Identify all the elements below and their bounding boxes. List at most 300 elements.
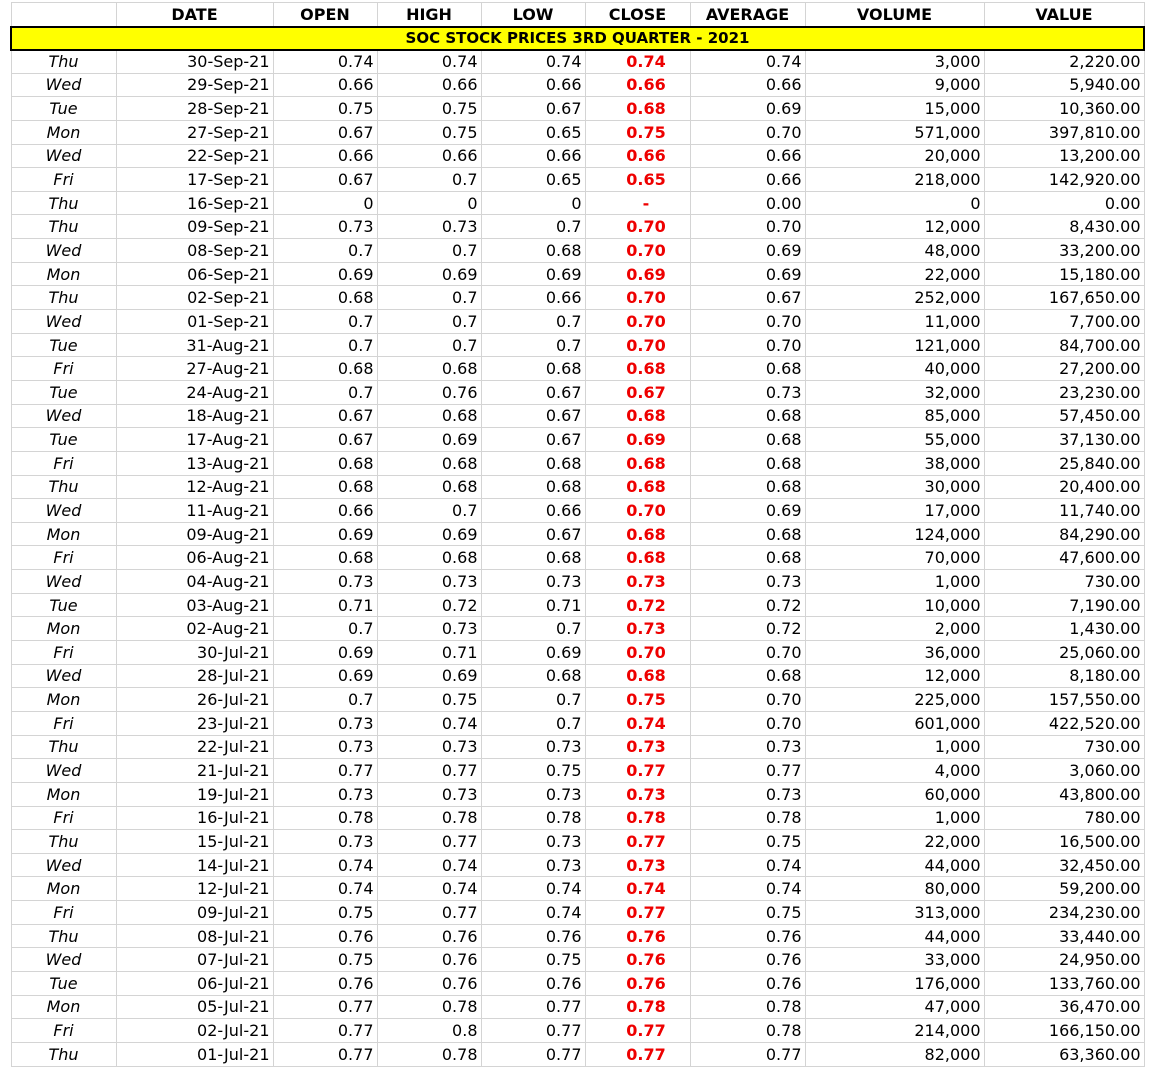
volume-cell: 12,000 (805, 215, 984, 239)
close-cell: 0.68 (585, 357, 690, 381)
table-row (11, 948, 1144, 972)
low-cell: 0.67 (481, 522, 585, 546)
average-cell: 0.78 (690, 1019, 805, 1043)
day-cell: Fri (11, 711, 116, 735)
average-cell: 0.68 (690, 475, 805, 499)
close-cell: 0.70 (585, 641, 690, 665)
table-row (11, 1019, 1144, 1043)
volume-cell: 70,000 (805, 546, 984, 570)
close-cell: 0.77 (585, 1042, 690, 1066)
day-cell: Tue (11, 333, 116, 357)
volume-cell: 22,000 (805, 830, 984, 854)
value-cell: 157,550.00 (984, 688, 1144, 712)
date-cell: 06-Sep-21 (116, 262, 273, 286)
value-cell: 37,130.00 (984, 428, 1144, 452)
table-row (11, 806, 1144, 830)
open-cell: 0.74 (273, 50, 377, 74)
day-cell: Fri (11, 168, 116, 192)
value-cell: 730.00 (984, 570, 1144, 594)
date-cell: 03-Aug-21 (116, 593, 273, 617)
value-cell: 0.00 (984, 191, 1144, 215)
spreadsheet (10, 2, 1145, 1067)
date-cell: 09-Jul-21 (116, 901, 273, 925)
average-cell: 0.68 (690, 357, 805, 381)
value-cell: 166,150.00 (984, 1019, 1144, 1043)
day-cell: Fri (11, 641, 116, 665)
table-row (11, 1042, 1144, 1066)
high-cell: 0.75 (377, 688, 481, 712)
average-cell: 0.68 (690, 664, 805, 688)
volume-cell: 218,000 (805, 168, 984, 192)
value-cell: 47,600.00 (984, 546, 1144, 570)
date-cell: 30-Jul-21 (116, 641, 273, 665)
high-cell: 0.73 (377, 215, 481, 239)
average-cell: 0.70 (690, 333, 805, 357)
average-cell: 0.69 (690, 97, 805, 121)
volume-cell: 15,000 (805, 97, 984, 121)
date-cell: 29-Sep-21 (116, 73, 273, 97)
open-cell: 0.74 (273, 853, 377, 877)
table-row (11, 593, 1144, 617)
day-cell: Fri (11, 806, 116, 830)
close-cell: 0.70 (585, 499, 690, 523)
day-cell: Thu (11, 924, 116, 948)
table-row (11, 333, 1144, 357)
day-cell: Wed (11, 239, 116, 263)
low-cell: 0.78 (481, 806, 585, 830)
date-cell: 16-Jul-21 (116, 806, 273, 830)
volume-cell: 55,000 (805, 428, 984, 452)
high-cell: 0 (377, 191, 481, 215)
average-cell: 0.70 (690, 711, 805, 735)
table-row (11, 711, 1144, 735)
date-cell: 19-Jul-21 (116, 782, 273, 806)
close-cell: 0.66 (585, 144, 690, 168)
date-cell: 14-Jul-21 (116, 853, 273, 877)
value-cell: 7,700.00 (984, 310, 1144, 334)
close-cell: 0.73 (585, 617, 690, 641)
volume-cell: 10,000 (805, 593, 984, 617)
average-cell: 0.74 (690, 853, 805, 877)
high-cell: 0.68 (377, 357, 481, 381)
day-cell: Wed (11, 404, 116, 428)
close-cell: 0.76 (585, 971, 690, 995)
high-cell: 0.66 (377, 73, 481, 97)
column-header-close: CLOSE (585, 3, 690, 27)
average-cell: 0.72 (690, 617, 805, 641)
open-cell: 0.68 (273, 451, 377, 475)
volume-cell: 82,000 (805, 1042, 984, 1066)
close-cell: 0.76 (585, 924, 690, 948)
open-cell: 0.78 (273, 806, 377, 830)
high-cell: 0.7 (377, 310, 481, 334)
open-cell: 0.77 (273, 995, 377, 1019)
day-cell: Wed (11, 144, 116, 168)
close-cell: 0.69 (585, 428, 690, 452)
table-row (11, 215, 1144, 239)
low-cell: 0.74 (481, 877, 585, 901)
high-cell: 0.71 (377, 641, 481, 665)
open-cell: 0.75 (273, 948, 377, 972)
value-cell: 11,740.00 (984, 499, 1144, 523)
volume-cell: 1,000 (805, 806, 984, 830)
open-cell: 0.7 (273, 333, 377, 357)
day-cell: Tue (11, 428, 116, 452)
average-cell: 0.70 (690, 688, 805, 712)
low-cell: 0.76 (481, 971, 585, 995)
volume-cell: 47,000 (805, 995, 984, 1019)
average-cell: 0.76 (690, 924, 805, 948)
open-cell: 0.73 (273, 711, 377, 735)
high-cell: 0.75 (377, 120, 481, 144)
average-cell: 0.00 (690, 191, 805, 215)
table-row (11, 50, 1144, 74)
table-row (11, 664, 1144, 688)
table-row (11, 97, 1144, 121)
close-cell: 0.68 (585, 475, 690, 499)
low-cell: 0.71 (481, 593, 585, 617)
high-cell: 0.73 (377, 617, 481, 641)
low-cell: 0.66 (481, 73, 585, 97)
table-row (11, 782, 1144, 806)
table-row (11, 877, 1144, 901)
high-cell: 0.68 (377, 451, 481, 475)
date-cell: 31-Aug-21 (116, 333, 273, 357)
open-cell: 0.68 (273, 546, 377, 570)
low-cell: 0.69 (481, 641, 585, 665)
volume-cell: 17,000 (805, 499, 984, 523)
high-cell: 0.68 (377, 546, 481, 570)
table-title: SOC STOCK PRICES 3RD QUARTER - 2021 (11, 27, 1144, 50)
average-cell: 0.75 (690, 901, 805, 925)
low-cell: 0 (481, 191, 585, 215)
open-cell: 0.67 (273, 168, 377, 192)
day-cell: Mon (11, 782, 116, 806)
day-cell: Thu (11, 191, 116, 215)
day-cell: Wed (11, 73, 116, 97)
column-header-volume: VOLUME (805, 3, 984, 27)
date-cell: 07-Jul-21 (116, 948, 273, 972)
value-cell: 33,200.00 (984, 239, 1144, 263)
day-cell: Thu (11, 1042, 116, 1066)
low-cell: 0.69 (481, 262, 585, 286)
volume-cell: 32,000 (805, 380, 984, 404)
open-cell: 0.7 (273, 688, 377, 712)
value-cell: 24,950.00 (984, 948, 1144, 972)
average-cell: 0.70 (690, 310, 805, 334)
low-cell: 0.65 (481, 120, 585, 144)
low-cell: 0.7 (481, 617, 585, 641)
low-cell: 0.68 (481, 239, 585, 263)
high-cell: 0.74 (377, 50, 481, 74)
value-cell: 142,920.00 (984, 168, 1144, 192)
day-cell: Wed (11, 853, 116, 877)
value-cell: 84,290.00 (984, 522, 1144, 546)
close-cell: 0.75 (585, 688, 690, 712)
low-cell: 0.68 (481, 546, 585, 570)
value-cell: 25,840.00 (984, 451, 1144, 475)
day-cell: Fri (11, 357, 116, 381)
date-cell: 05-Jul-21 (116, 995, 273, 1019)
date-cell: 17-Aug-21 (116, 428, 273, 452)
date-cell: 08-Sep-21 (116, 239, 273, 263)
open-cell: 0.67 (273, 404, 377, 428)
low-cell: 0.68 (481, 664, 585, 688)
date-cell: 08-Jul-21 (116, 924, 273, 948)
low-cell: 0.74 (481, 901, 585, 925)
day-cell: Mon (11, 120, 116, 144)
low-cell: 0.68 (481, 451, 585, 475)
low-cell: 0.73 (481, 782, 585, 806)
volume-cell: 2,000 (805, 617, 984, 641)
table-row (11, 499, 1144, 523)
average-cell: 0.69 (690, 239, 805, 263)
value-cell: 2,220.00 (984, 50, 1144, 74)
open-cell: 0.68 (273, 357, 377, 381)
close-cell: 0.65 (585, 168, 690, 192)
value-cell: 7,190.00 (984, 593, 1144, 617)
high-cell: 0.75 (377, 97, 481, 121)
low-cell: 0.76 (481, 924, 585, 948)
close-cell: 0.73 (585, 782, 690, 806)
high-cell: 0.77 (377, 901, 481, 925)
close-cell: 0.67 (585, 380, 690, 404)
table-row (11, 428, 1144, 452)
average-cell: 0.69 (690, 262, 805, 286)
low-cell: 0.73 (481, 735, 585, 759)
column-header-average: AVERAGE (690, 3, 805, 27)
day-cell: Thu (11, 830, 116, 854)
close-cell: 0.68 (585, 664, 690, 688)
close-cell: 0.68 (585, 404, 690, 428)
date-cell: 02-Sep-21 (116, 286, 273, 310)
open-cell: 0.74 (273, 877, 377, 901)
open-cell: 0.66 (273, 499, 377, 523)
table-row (11, 570, 1144, 594)
average-cell: 0.78 (690, 806, 805, 830)
low-cell: 0.67 (481, 380, 585, 404)
value-cell: 63,360.00 (984, 1042, 1144, 1066)
close-cell: 0.70 (585, 286, 690, 310)
high-cell: 0.73 (377, 735, 481, 759)
close-cell: 0.78 (585, 806, 690, 830)
table-row (11, 262, 1144, 286)
value-cell: 84,700.00 (984, 333, 1144, 357)
table-row (11, 617, 1144, 641)
date-cell: 13-Aug-21 (116, 451, 273, 475)
average-cell: 0.74 (690, 50, 805, 74)
table-row (11, 144, 1144, 168)
volume-cell: 121,000 (805, 333, 984, 357)
column-header-date: DATE (116, 3, 273, 27)
value-cell: 13,200.00 (984, 144, 1144, 168)
day-cell: Wed (11, 499, 116, 523)
table-row (11, 73, 1144, 97)
value-cell: 3,060.00 (984, 759, 1144, 783)
close-cell: 0.77 (585, 1019, 690, 1043)
day-cell: Thu (11, 475, 116, 499)
day-cell: Wed (11, 759, 116, 783)
open-cell: 0.75 (273, 97, 377, 121)
close-cell: 0.77 (585, 759, 690, 783)
average-cell: 0.66 (690, 168, 805, 192)
column-header-open: OPEN (273, 3, 377, 27)
low-cell: 0.67 (481, 404, 585, 428)
table-row (11, 357, 1144, 381)
table-row (11, 191, 1144, 215)
open-cell: 0.69 (273, 641, 377, 665)
value-cell: 1,430.00 (984, 617, 1144, 641)
date-cell: 15-Jul-21 (116, 830, 273, 854)
table-row (11, 168, 1144, 192)
value-cell: 59,200.00 (984, 877, 1144, 901)
low-cell: 0.75 (481, 948, 585, 972)
day-cell: Wed (11, 310, 116, 334)
high-cell: 0.76 (377, 380, 481, 404)
open-cell: 0.69 (273, 262, 377, 286)
high-cell: 0.77 (377, 830, 481, 854)
volume-cell: 225,000 (805, 688, 984, 712)
volume-cell: 44,000 (805, 853, 984, 877)
open-cell: 0.7 (273, 617, 377, 641)
close-cell: 0.74 (585, 50, 690, 74)
day-cell: Fri (11, 901, 116, 925)
close-cell: 0.70 (585, 310, 690, 334)
low-cell: 0.7 (481, 310, 585, 334)
low-cell: 0.66 (481, 286, 585, 310)
header-row (11, 3, 1144, 27)
close-cell: 0.68 (585, 546, 690, 570)
day-cell: Mon (11, 522, 116, 546)
open-cell: 0 (273, 191, 377, 215)
date-cell: 22-Jul-21 (116, 735, 273, 759)
date-cell: 22-Sep-21 (116, 144, 273, 168)
table-row (11, 830, 1144, 854)
value-cell: 397,810.00 (984, 120, 1144, 144)
volume-cell: 85,000 (805, 404, 984, 428)
high-cell: 0.78 (377, 995, 481, 1019)
table-row (11, 759, 1144, 783)
column-header-day (11, 3, 116, 27)
volume-cell: 48,000 (805, 239, 984, 263)
open-cell: 0.73 (273, 570, 377, 594)
average-cell: 0.74 (690, 877, 805, 901)
day-cell: Fri (11, 451, 116, 475)
high-cell: 0.68 (377, 404, 481, 428)
high-cell: 0.69 (377, 664, 481, 688)
column-header-value: VALUE (984, 3, 1144, 27)
date-cell: 26-Jul-21 (116, 688, 273, 712)
table-row (11, 735, 1144, 759)
open-cell: 0.66 (273, 144, 377, 168)
volume-cell: 601,000 (805, 711, 984, 735)
value-cell: 780.00 (984, 806, 1144, 830)
column-header-low: LOW (481, 3, 585, 27)
day-cell: Tue (11, 97, 116, 121)
date-cell: 12-Jul-21 (116, 877, 273, 901)
open-cell: 0.66 (273, 73, 377, 97)
low-cell: 0.73 (481, 570, 585, 594)
low-cell: 0.7 (481, 333, 585, 357)
close-cell: 0.70 (585, 215, 690, 239)
close-cell: 0.68 (585, 97, 690, 121)
value-cell: 234,230.00 (984, 901, 1144, 925)
high-cell: 0.78 (377, 1042, 481, 1066)
table-row (11, 641, 1144, 665)
date-cell: 02-Aug-21 (116, 617, 273, 641)
table-row (11, 853, 1144, 877)
date-cell: 23-Jul-21 (116, 711, 273, 735)
open-cell: 0.76 (273, 924, 377, 948)
date-cell: 01-Sep-21 (116, 310, 273, 334)
open-cell: 0.73 (273, 830, 377, 854)
value-cell: 43,800.00 (984, 782, 1144, 806)
volume-cell: 20,000 (805, 144, 984, 168)
close-cell: 0.74 (585, 711, 690, 735)
open-cell: 0.67 (273, 120, 377, 144)
table-row (11, 924, 1144, 948)
volume-cell: 1,000 (805, 735, 984, 759)
high-cell: 0.69 (377, 262, 481, 286)
date-cell: 02-Jul-21 (116, 1019, 273, 1043)
open-cell: 0.68 (273, 286, 377, 310)
average-cell: 0.76 (690, 948, 805, 972)
volume-cell: 9,000 (805, 73, 984, 97)
average-cell: 0.68 (690, 522, 805, 546)
low-cell: 0.7 (481, 711, 585, 735)
table-row (11, 404, 1144, 428)
volume-cell: 22,000 (805, 262, 984, 286)
close-cell: 0.73 (585, 853, 690, 877)
high-cell: 0.7 (377, 333, 481, 357)
high-cell: 0.76 (377, 948, 481, 972)
high-cell: 0.78 (377, 806, 481, 830)
close-cell: 0.73 (585, 735, 690, 759)
table-row (11, 995, 1144, 1019)
value-cell: 57,450.00 (984, 404, 1144, 428)
open-cell: 0.76 (273, 971, 377, 995)
volume-cell: 4,000 (805, 759, 984, 783)
volume-cell: 40,000 (805, 357, 984, 381)
day-cell: Mon (11, 262, 116, 286)
average-cell: 0.68 (690, 546, 805, 570)
date-cell: 28-Jul-21 (116, 664, 273, 688)
volume-cell: 0 (805, 191, 984, 215)
table-row (11, 688, 1144, 712)
close-cell: 0.70 (585, 239, 690, 263)
value-cell: 8,430.00 (984, 215, 1144, 239)
average-cell: 0.69 (690, 499, 805, 523)
open-cell: 0.69 (273, 522, 377, 546)
high-cell: 0.7 (377, 286, 481, 310)
volume-cell: 3,000 (805, 50, 984, 74)
day-cell: Fri (11, 1019, 116, 1043)
date-cell: 16-Sep-21 (116, 191, 273, 215)
close-cell: 0.77 (585, 901, 690, 925)
average-cell: 0.66 (690, 144, 805, 168)
close-cell: 0.69 (585, 262, 690, 286)
volume-cell: 33,000 (805, 948, 984, 972)
open-cell: 0.69 (273, 664, 377, 688)
close-cell: - (585, 191, 690, 215)
table-row (11, 310, 1144, 334)
average-cell: 0.68 (690, 428, 805, 452)
low-cell: 0.75 (481, 759, 585, 783)
day-cell: Thu (11, 286, 116, 310)
low-cell: 0.65 (481, 168, 585, 192)
date-cell: 09-Sep-21 (116, 215, 273, 239)
average-cell: 0.70 (690, 120, 805, 144)
